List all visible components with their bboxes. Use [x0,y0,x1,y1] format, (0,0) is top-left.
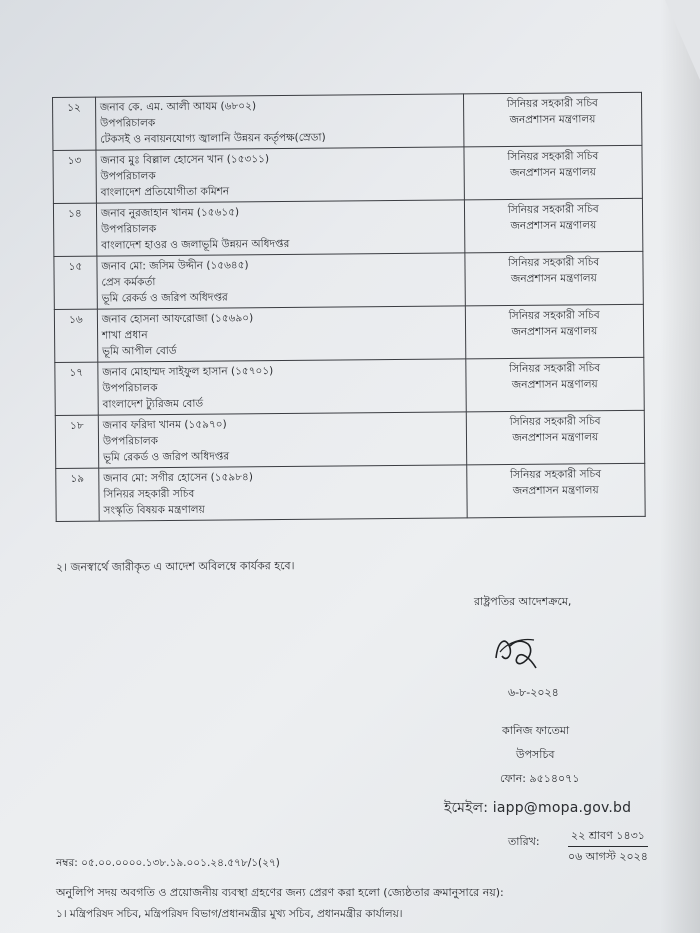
officer-post: প্রেস কর্মকর্তা [101,276,156,289]
officer-details [98,359,466,415]
serial-number: ১৫ [54,256,97,309]
table-row [53,198,642,256]
officer-details [96,147,464,203]
officer-post: সিনিয়র সহকারী সচিব [103,487,195,501]
new-posting [463,92,642,147]
officer-post: উপপরিচালক [100,117,156,130]
officer-details [96,200,464,256]
officer-name: জনাব মুঃ বিল্লাল হোসেন খান (১৫৩১১) [100,153,270,167]
table-row [55,357,644,415]
officer-name: জনাব মো: জসিম উদ্দীন (১৫৬৪৫) [101,259,249,273]
officer-office: ভূমি রেকর্ড ও জরিপ অধিদপ্তর [101,291,228,305]
new-designation: সিনিয়র সহকারী সচিব [507,150,599,164]
new-ministry: জনপ্রশাসন মন্ত্রণালয় [511,325,598,338]
officer-name: জনাব মোহাম্মদ সাইফুল হাসান (১৫৭০১) [102,365,274,379]
officer-name: জনাব নুরজাহান খানম (১৫৬১৫) [100,206,240,220]
serial-number: ১২ [53,97,96,150]
signatory-title: উপসচিব [516,748,555,761]
date-bangla: ২২ শ্রাবণ ১৪৩১ [568,826,648,847]
officer-details [99,465,467,521]
new-ministry: জনপ্রশাসন মন্ত্রণালয় [509,113,596,127]
memo-number: নম্বর: ০৫.০০.০০০০.১৩৮.১৯.০০১.২৪.৫৭৮/১(২৭) [56,857,280,869]
officer-office: বাংলাদেশ প্রতিযোগীতা কমিশন [100,185,230,199]
date-label: তারিখ: [508,835,540,848]
serial-number: ১৭ [55,362,98,415]
new-designation: সিনিয়র সহকারী সচিব [507,203,599,217]
table-row [54,304,643,362]
officer-details [98,412,466,468]
serial-number: ১৩ [53,150,96,203]
copy-intro: অনুলিপি সদয় অবগতি ও প্রয়োজনীয় ব্যবস্থা গ্রহণের জন্য প্রেরণ করা হলো (জ্যেষ্ঠতার ক্রমানুসারে নয়): [56,886,504,899]
date-english: ০৬ আগস্ট ২০২৪ [568,850,648,863]
new-posting [466,463,645,518]
new-posting [464,251,643,306]
new-posting [465,357,644,412]
officer-office: টেকসই ও নবায়নযোগ্য জ্বালানি উন্নয়ন কর্তৃপক্ষ(স্রেডা) [100,131,326,146]
new-designation: সিনিয়র সহকারী সচিব [509,415,601,429]
officer-name: জনাব কে. এম. আলী আযম (৬৮০২) [99,100,257,114]
officer-office: বাংলাদেশ ট্যুরিজম বোর্ড [102,397,204,411]
new-ministry: জনপ্রশাসন মন্ত্রণালয় [512,431,599,444]
new-posting [463,145,642,200]
officer-details [97,253,465,309]
new-ministry: জনপ্রশাসন মন্ত্রণালয় [509,166,596,180]
table-row [54,251,643,309]
new-designation: সিনিয়র সহকারী সচিব [506,97,598,111]
serial-number: ১৪ [53,203,96,256]
serial-number: ১৯ [56,468,99,521]
table-row [55,410,644,468]
new-ministry: জনপ্রশাসন মন্ত্রণালয় [511,378,598,391]
transfer-table [52,92,646,522]
new-posting [464,198,643,253]
officer-office: সংস্কৃতি বিষয়ক মন্ত্রণালয় [103,503,205,517]
officer-office: ভূমি আপীল বোর্ড [102,344,177,358]
serial-number: ১৬ [54,309,97,362]
officer-office: বাংলাদেশ হাওর ও জলাভূমি উন্নয়ন অধিদপ্তর [101,237,290,252]
officer-details [97,306,465,362]
paragraph-2: ২। জনস্বার্থে জারীকৃত এ আদেশ অবিলম্বে কার্যকর হবে। [55,559,295,574]
new-ministry: জনপ্রশাসন মন্ত্রণালয় [510,219,597,233]
new-posting [466,410,645,465]
new-posting [465,304,644,359]
officer-name: জনাব হোসনা আফরোজা (১৫৬৯০) [101,312,254,326]
phone: ফোন: ৯৫১৪০৭১ [500,772,580,785]
officer-post: শাখা প্রধান [101,329,148,342]
officer-name: জনাব মো: সগীর হোসেন (১৫৯৮৪) [103,471,253,485]
table-row [53,145,642,203]
email[interactable]: ইমেইল: iapp@mopa.gov.bd [444,800,632,816]
officer-details [95,94,463,150]
signatory-name: কানিজ ফাতেমা [502,724,570,737]
order-line: রাষ্ট্রপতির আদেশক্রমে, [474,595,572,608]
new-designation: সিনিয়র সহকারী সচিব [510,468,602,482]
sign-date: ৬-৮-২০২৪ [508,686,559,699]
page-edge-shadow [660,0,700,933]
date-values [568,826,648,867]
table-row [56,463,645,521]
officer-post: উপপরিচালক [102,382,158,395]
officer-post: উপপরিচালক [102,435,159,448]
new-ministry: জনপ্রশাসন মন্ত্রণালয় [510,272,597,286]
new-designation: সিনিয়র সহকারী সচিব [509,362,601,376]
table-row [53,92,642,150]
new-designation: সিনিয়র সহকারী সচিব [508,256,600,270]
signature [488,628,548,678]
officer-name: জনাব ফরিদা খানম (১৫৯৭০) [102,418,227,432]
officer-office: ভূমি রেকর্ড ও জরিপ অধিদপ্তর [103,450,230,464]
new-ministry: জনপ্রশাসন মন্ত্রণালয় [512,484,599,497]
officer-post: উপপরিচালক [100,170,156,183]
officer-post: উপপরিচালক [101,223,157,236]
serial-number: ১৮ [55,415,98,468]
new-designation: সিনিয়র সহকারী সচিব [508,309,600,323]
copy-recipient-1: ১। মন্ত্রিপরিষদ সচিব, মন্ত্রিপরিষদ বিভাগ/প্রধানমন্ত্রীর মুখ্য সচিব, প্রধানমন্ত্রীর কার্যালয়। [56,908,403,920]
